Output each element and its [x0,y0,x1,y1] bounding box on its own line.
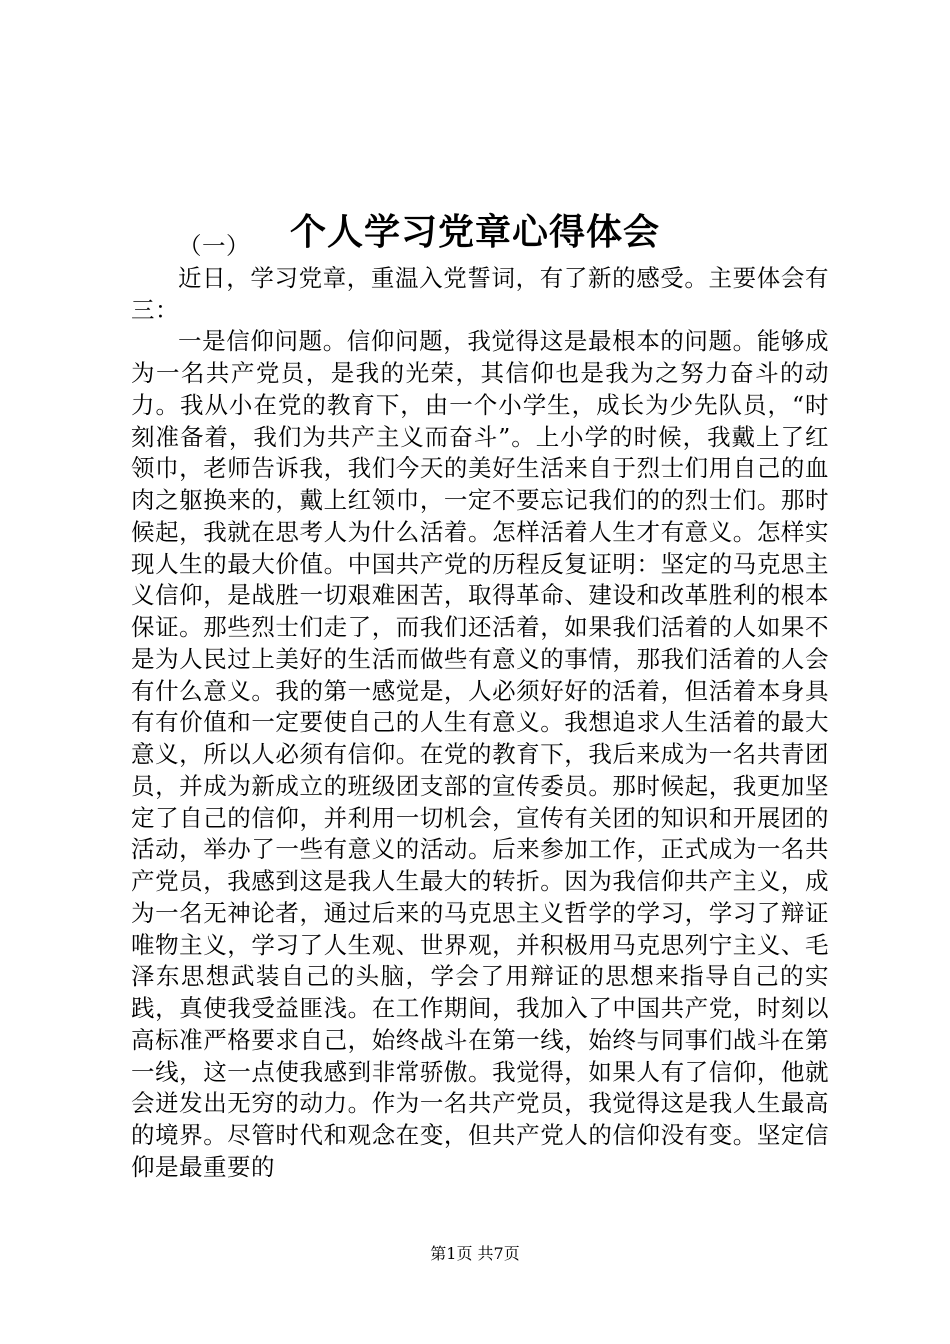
page-title: 个人学习党章心得体会 [289,211,660,254]
document-body [131,231,829,1184]
paragraph-intro: 近日，学习党章，重温入党誓词，有了新的感受。主要体会有三： [131,263,829,324]
section-marker: （一） [178,232,250,260]
paragraph-belief: 一是信仰问题。信仰问题，我觉得这是最根本的问题。能够成为一名共产党员，是我的光荣，其信仰也是我为之努力奋斗的动力。我从小在党的教育下，由一个小学生，成长为少先队员，“时刻准备着，我们为共产主义而奋斗”。上小学的时候，我戴上了红领巾，老师告诉我，我们今天的美好生活来自于烈士们用自己的血肉之躯换来的，戴上红领巾，一定不要忘记我们的的烈士们。那时候起，我就在思考人为什么活着。怎样活着人生才有意义。怎样实现人生的最大价值。中国共产党的历程反复证明：坚定的马克思主义信仰，是战胜一切艰难困苦，取得革命、建设和改革胜利的根本保证。那些烈士们走了，而我们还活着，如果我们活着的人如果不是为人民过上美好的生活而做些有意义的事情，那我们活着的人会有什么意义。我的第一感觉是，人必须好好的活着，但活着本身具有有价值和一定要使自己的人生有意义。我想追求人生活着的最大意义，所以人必须有信仰。在党的教育下，我后来成为一名共青团员，并成为新成立的班级团支部的宣传委员。那时候起，我更加坚定了自己的信仰，并利用一切机会，宣传有关团的知识和开展团的活动，举办了一些有意义的活动。后来参加工作，正式成为一名共产党员，我感到这是我人生最大的转折。因为我信仰共产主义，成为一名无神论者，通过后来的马克思主义哲学的学习，学习了辩证唯物主义，学习了人生观、世界观，并积极用马克思列宁主义、毛泽东思想武装自己的头脑，学会了用辩证的思想来指导自己的实践，真使我受益匪浅。在工作期间，我加入了中国共产党，时刻以高标准严格要求自己，始终战斗在第一线，始终与同事们战斗在第一线，这一点使我感到非常骄傲。我觉得，如果人有了信仰，他就会迸发出无穷的动力。作为一名共产党员，我觉得这是我人生最高的境界。尽管时代和观念在变，但共产党人的信仰没有变。坚定信仰是最重要的 [131,327,829,1181]
page-footer: 第1页 共7页 [430,1244,520,1263]
